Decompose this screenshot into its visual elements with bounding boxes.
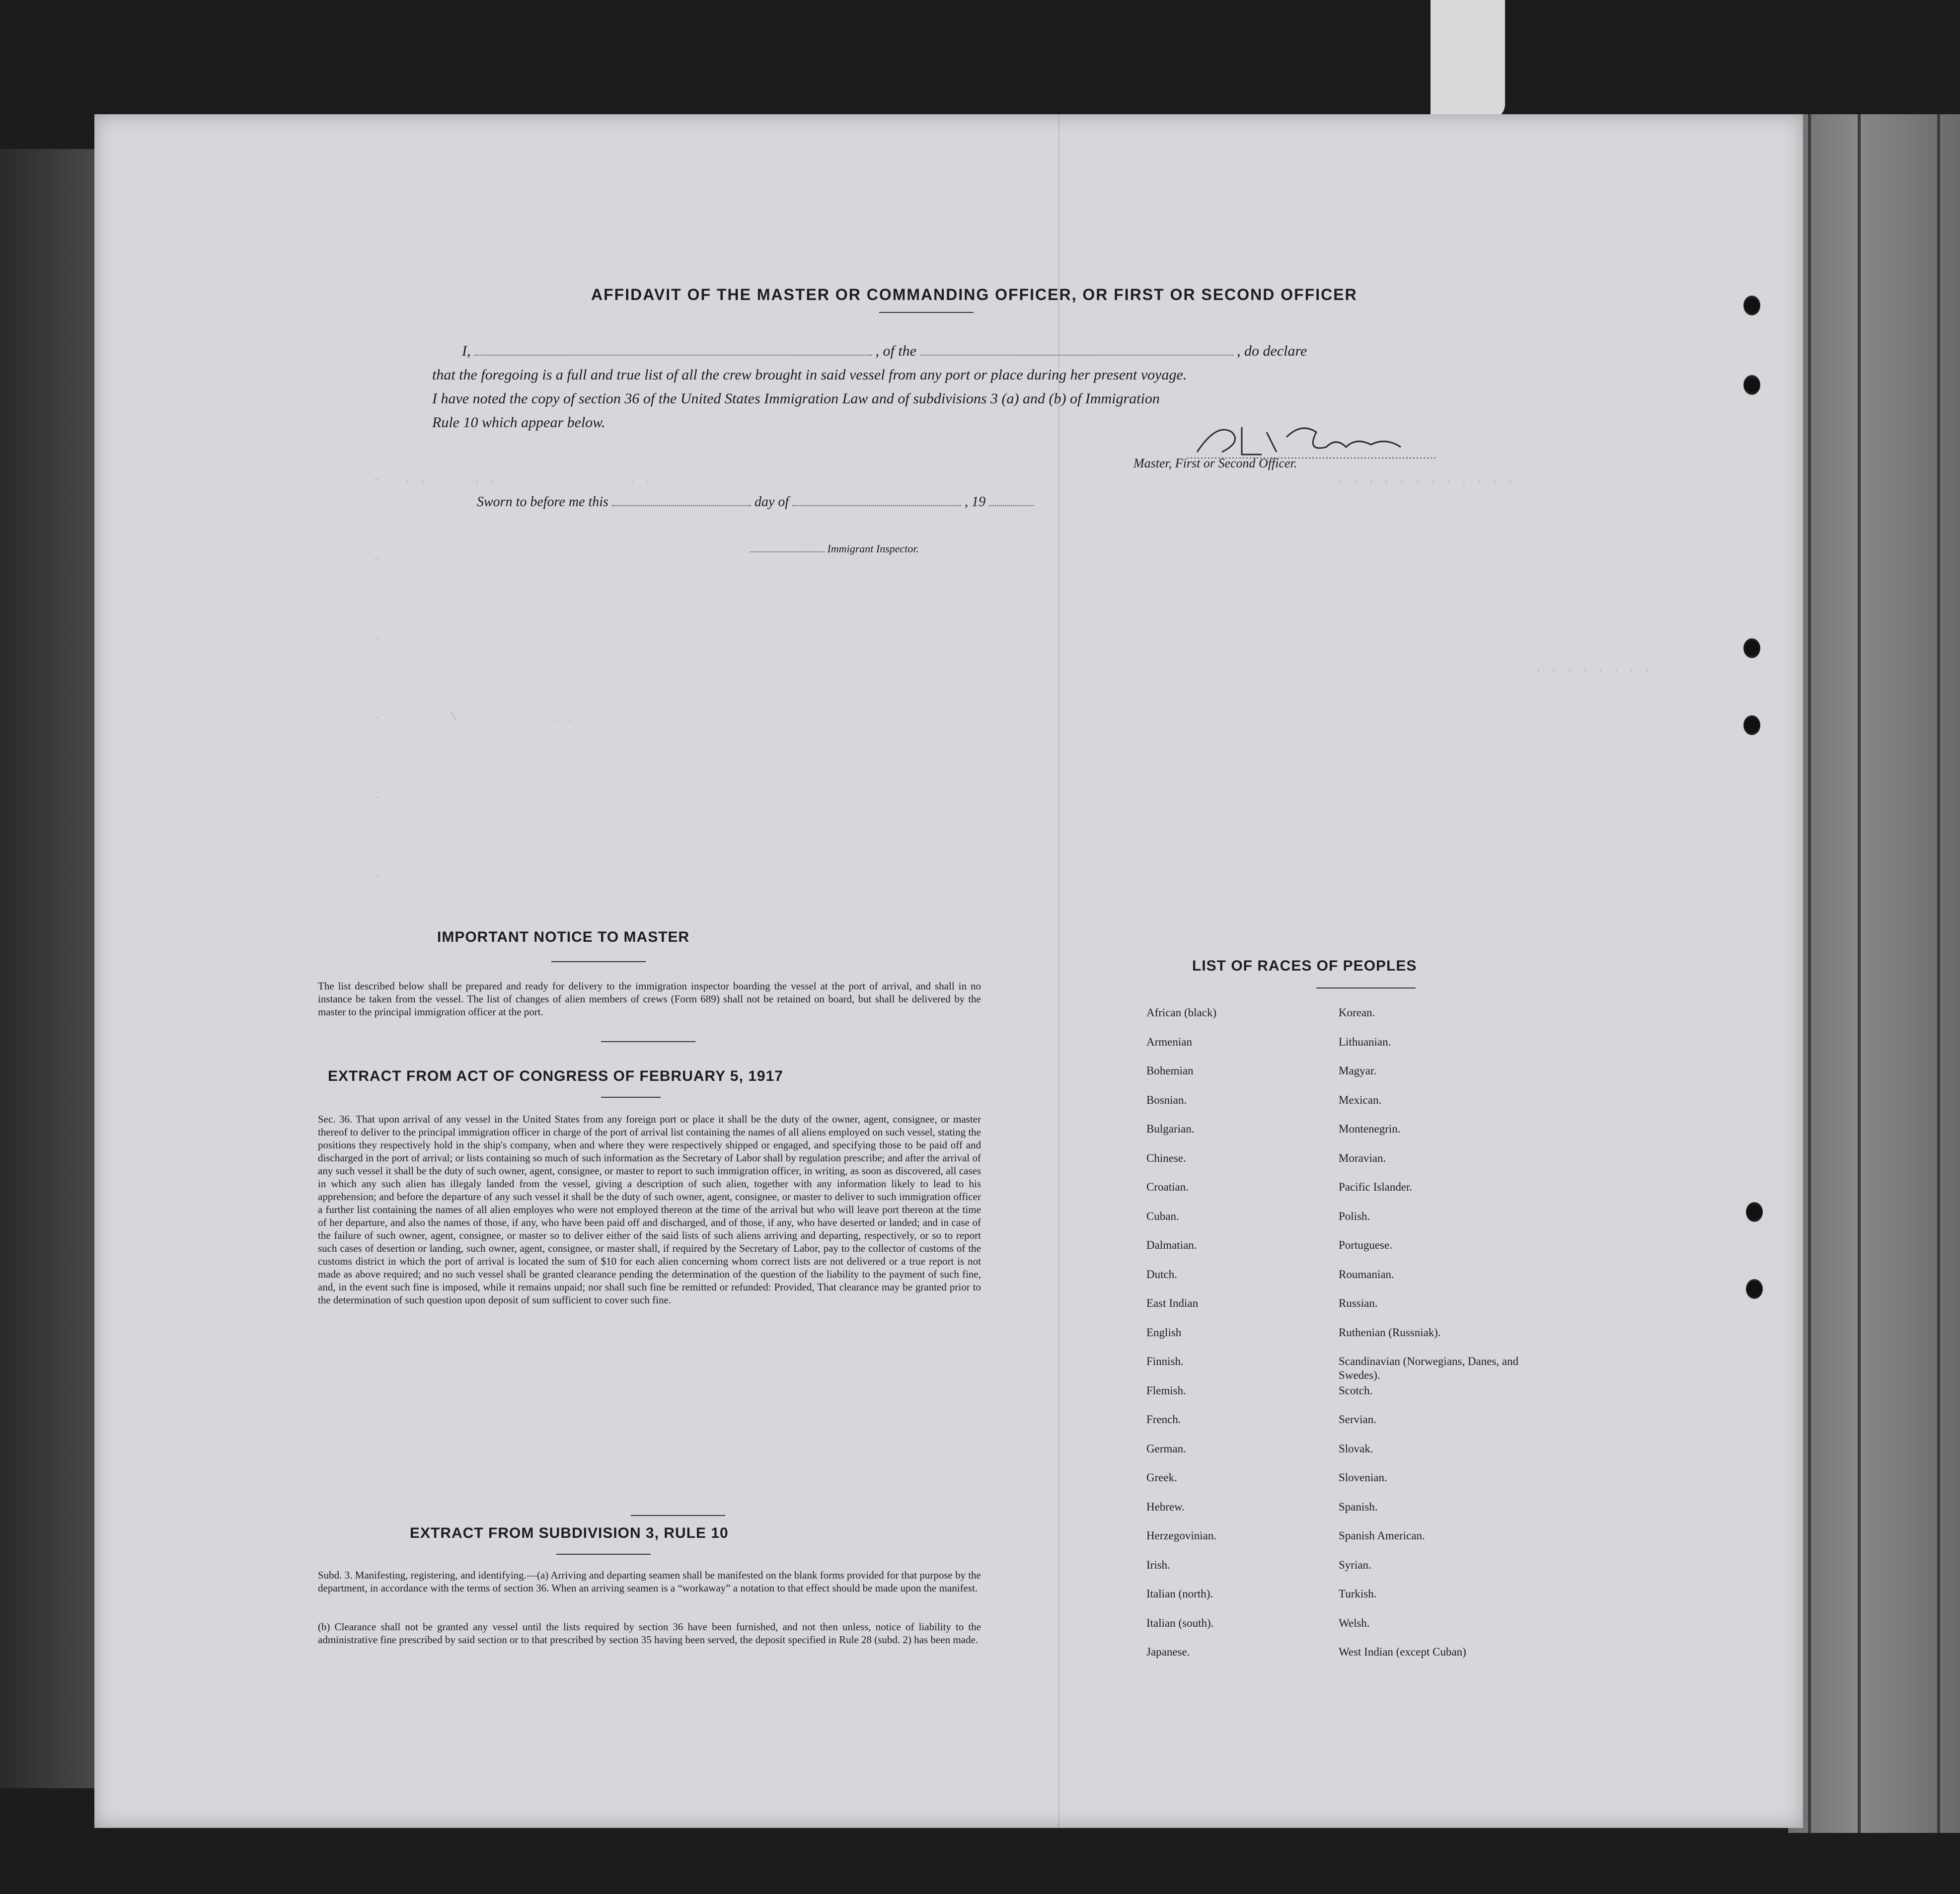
notice-rule — [551, 961, 646, 962]
year-label: , 19 — [965, 494, 986, 510]
race-item: Moravian. — [1339, 1151, 1386, 1164]
race-item: Bohemian — [1146, 1064, 1194, 1077]
race-item: Roumanian. — [1339, 1268, 1394, 1281]
rule-extract-title: EXTRACT FROM SUBDIVISION 3, RULE 10 — [410, 1525, 729, 1541]
race-item: Lithuanian. — [1339, 1035, 1391, 1048]
rule-extract-text-a: Subd. 3. Manifesting, registering, and identifying.—(a) Arriving and departing seamen shall be manifested on the blank forms provided for that purpose by the department, in accordance with the terms of section 36. When an arriving seamen is a “workaway” a notation to that effect should be made upon the manifest. — [318, 1569, 981, 1594]
race-item: Hebrew. — [1146, 1500, 1185, 1513]
race-item: Ruthenian (Russniak). — [1339, 1326, 1441, 1339]
race-item: Polish. — [1339, 1210, 1370, 1222]
races-column-2 — [1339, 1006, 1557, 1674]
race-item: Montenegrin. — [1339, 1123, 1401, 1135]
race-item: Chinese. — [1146, 1151, 1186, 1164]
day-of-label: day of — [754, 494, 789, 510]
race-item: Finnish. — [1146, 1355, 1184, 1367]
underlying-page-right — [1788, 114, 1960, 1833]
i-label: I, — [462, 343, 471, 359]
race-item: Turkish. — [1339, 1588, 1377, 1600]
race-item: Dalmatian. — [1146, 1239, 1197, 1251]
race-item: Welsh. — [1339, 1616, 1370, 1629]
manifest-sheet: - . . . . . . - - - \ . . - - . . . . . . . . . . . . . . . . . . . . AFFIDAVIT OF THE MASTER OR COMMANDING OFFICER, OR FIRST OR SECOND OFFICER I, , of the , do declare that the foregoing is a full and true list of all the crew brought in said vessel from any port or place during her present voyage. I have noted the copy of section 36 of the United States Immigration Law and of subdivisions 3 (a) and (b) of Immigration Rule 10 which appear below. Master, First or Second Officer. Sworn to before me this day of , 19 Immigrant Inspector. IMPORTANT NOTICE TO MASTER The list described below shall be prepared and ready for delivery to the immigration inspector boarding the vessel at the port of arrival, and shall in no instance be taken from the vessel. The list of changes of alien members of crews (Form 689) shall not be retained on board, but shall be delivered by the master to the principal immigration officer at the port. EXTRACT FROM ACT OF CONGRESS OF FEBRUARY 5, 1917 Sec. 36. That upon arrival of any vessel in the United States from any foreign port or place it shall be the duty of the owner, agent, consignee, or master thereof to deliver to the principal immigration officer in charge of the port of arrival list containing the names of all aliens employed on such vessel, stating the positions they respectively hold in the ship's company, when and where they were respectively shipped or engaged, and specifying those to be paid off and discharged in the port of arrival; or lists containing so much of such information as the Secretary of Labor shall by regulation prescribe; and after the arrival of any such vessel it shall be the duty of such owner, agent, consignee, or master to report to such immigration officer, in writing, as soon as discovered, all cases in which any such alien has illegaly landed from the vessel, giving a description of such alien, together with any information likely to lead to his apprehension; and before the departure of any such vessel it shall be the duty of such owner, agent, consignee, or master to deliver to such immigration officer a further list containing the names of all alien employes who were not employed thereon at the time of the arrival but who will leave port thereon at the time of her departure, and also the names of those, if any, who have been paid off and discharged, and of those, if any, who have deserted or landed; and in case of the failure of such owner, agent, consignee, or master so to deliver either of the said lists of such aliens arriving and departing, respectively, or so to report such cases of desertion or landing, such owner, agent, consignee, or master shall, if required by the Secretary of Labor, pay to the collector of customs of the customs district in which the port of arrival is located the sum of $10 for each alien concerning whom correct lists are not delivered or a true report is not made as above required; and no such vessel shall be granted clearance pending the determination of the question of the liability to the payment of such fine, and, in the event such fine is imposed, while it remains unpaid; nor shall such fine be remitted or refunded: Provided, That clearance may be granted prior to the determination of such question upon deposit of sum sufficient to cover such fine. EXTRACT FROM SUBDIVISION 3, RULE 10 Subd. 3. Manifesting, registering, and identifying.—(a) Arriving and departing seamen shall be manifested on the blank forms provided for that purpose by the department, in accordance with the terms of section 36. When an arriving seamen is a “workaway” a notation to that effect should be made upon the manifest. (b) Clearance shall not be granted any vessel until the lists required by section 36 have been furnished, and not then unless, notice of liability to the administrative fine prescribed by said section or to that prescribed by section 35 having been served, the deposit specified in Rule 28 (subd. 2) has been made. LIST OF RACES OF PEOPLES African (black) Armenian Bohemian Bosnian. Bulgarian. Chinese. Croatian. Cuban. Dalmatian. Dutch. East Indian English Finnish. Flemish. French. German. Greek. Hebrew. Herzegovinian. Irish. Italian (north). Italian (south). Japanese. Korean. Lithuanian. Magyar. Mexican. Montenegrin. Moravian. Pacific Islander. Polish. Portuguese. Roumanian. Russian. Ruthenian (Russniak). Scandinavian (Norwegians, Danes, and Swedes). Scotch. Servian. Slovak. Slovenian. Spanish. Spanish American. Syrian. Turkish. Welsh. West Indian (except Cuban) — [94, 114, 1803, 1828]
race-item: Magyar. — [1339, 1064, 1377, 1077]
sworn-month-field[interactable] — [792, 505, 961, 506]
race-item: Russian. — [1339, 1297, 1378, 1309]
signature-label: Master, First or Second Officer. — [1133, 456, 1297, 470]
vessel-field[interactable] — [920, 355, 1233, 356]
notice-rule-bottom — [601, 1041, 695, 1042]
act-extract-text: Sec. 36. That upon arrival of any vessel in the United States from any foreign port or place it shall be the duty of the owner, agent, consignee, or master thereof to deliver to the principal immigration officer in charge of the port of arrival list containing the names of all aliens employed on such vessel, stating the positions they respectively hold in the ship's company, when and where they were respectively shipped or engaged, and specifying those to be paid off and discharged in the port of arrival; or lists containing so much of such information as the Secretary of Labor shall by regulation prescribe; and after the arrival of any such vessel it shall be the duty of such owner, agent, consignee, or master to report to such immigration officer, in writing, as soon as discovered, all cases in which any such alien has illegaly landed from the vessel, giving a description of such alien, together with any information likely to lead to his apprehension; and before the departure of any such vessel it shall be the duty of such owner, agent, consignee, or master to deliver to such immigration officer a further list containing the names of all alien employes who were not employed thereon at the time of the arrival but who will leave port thereon at the time of her departure, and also the names of those, if any, who have been paid off and discharged, and of those, if any, who have deserted or landed; and in case of the failure of such owner, agent, consignee, or master so to deliver either of the said lists of such aliens arriving and departing, respectively, or so to report such cases of desertion or landing, such owner, agent, consignee, or master shall, if required by the Secretary of Labor, pay to the collector of customs of the customs district in which the port of arrival is located the sum of $10 for each alien concerning whom correct lists are not delivered or a true report is not made as above required; and no such vessel shall be granted clearance pending the determination of the question of the liability to the payment of such fine, and, in the event such fine is imposed, while it remains unpaid; nor shall such fine be remitted or refunded: Provided, That clearance may be granted prior to the determination of such question upon deposit of sum sufficient to cover such fine. — [318, 1113, 981, 1306]
race-item: English — [1146, 1326, 1182, 1339]
affidavit-line-4: Rule 10 which appear below. — [432, 414, 605, 431]
race-item: German. — [1146, 1442, 1186, 1455]
race-item: French. — [1146, 1413, 1181, 1426]
race-item: Servian. — [1339, 1413, 1377, 1426]
races-title: LIST OF RACES OF PEOPLES — [1192, 958, 1417, 974]
paper-tab — [1431, 0, 1505, 119]
name-field[interactable] — [474, 355, 872, 356]
binding-hole — [1746, 1202, 1763, 1222]
notice-title: IMPORTANT NOTICE TO MASTER — [437, 929, 690, 945]
race-item: Korean. — [1339, 1006, 1375, 1019]
affidavit-title: AFFIDAVIT OF THE MASTER OR COMMANDING OFFICER, OR FIRST OR SECOND OFFICER — [591, 286, 1357, 303]
affidavit-line-1 — [462, 343, 1307, 360]
binding-hole — [1743, 296, 1760, 315]
race-item: Spanish. — [1339, 1500, 1378, 1513]
race-item: West Indian (except Cuban) — [1339, 1646, 1466, 1658]
rule-extract-text-b: (b) Clearance shall not be granted any vessel until the lists required by section 36 have been furnished, and not then unless, notice of liability to the administrative fine prescribed by said section or to that prescribed by section 35 having been served, the deposit specified in Rule 28 (subd. 2) has been made. — [318, 1621, 981, 1646]
race-item: Croatian. — [1146, 1181, 1189, 1193]
race-item: Bulgarian. — [1146, 1123, 1195, 1135]
binding-hole — [1743, 638, 1760, 658]
inspector-label: Immigrant Inspector. — [827, 542, 919, 555]
act-extract-rule — [601, 1097, 661, 1098]
sworn-day-field[interactable] — [612, 505, 751, 506]
race-item: Flemish. — [1146, 1384, 1186, 1397]
race-item: Armenian — [1146, 1035, 1192, 1048]
race-item: Cuban. — [1146, 1210, 1179, 1222]
races-rule — [1316, 987, 1416, 988]
race-item: Slovak. — [1339, 1442, 1373, 1455]
race-item: Portuguese. — [1339, 1239, 1392, 1251]
inspector-line — [750, 542, 919, 555]
race-item: Dutch. — [1146, 1268, 1177, 1281]
race-item: Italian (north). — [1146, 1588, 1213, 1600]
sworn-year-field[interactable] — [989, 505, 1034, 506]
race-item: Scotch. — [1339, 1384, 1373, 1397]
race-item: Syrian. — [1339, 1558, 1371, 1571]
race-item: East Indian — [1146, 1297, 1199, 1309]
title-rule — [879, 312, 974, 313]
race-item: Irish. — [1146, 1558, 1170, 1571]
race-item: Japanese. — [1146, 1646, 1190, 1658]
affidavit-line-2: that the foregoing is a full and true list of all the crew brought in said vessel from any port or place during her present voyage. — [432, 367, 1187, 383]
inspector-signature-field[interactable] — [750, 551, 825, 552]
affidavit-line-3: I have noted the copy of section 36 of the United States Immigration Law and of subdivisions 3 (a) and (b) of Immigration — [432, 390, 1160, 407]
race-item: Greek. — [1146, 1471, 1177, 1484]
binding-hole — [1743, 715, 1760, 735]
sworn-line — [477, 494, 1034, 510]
race-item: Herzegovinian. — [1146, 1529, 1217, 1542]
race-item: Italian (south). — [1146, 1616, 1214, 1629]
race-item: Slovenian. — [1339, 1471, 1387, 1484]
race-item: Scandinavian (Norwegians, Danes, and Swedes). — [1339, 1355, 1519, 1381]
rule-extract-rule — [556, 1554, 651, 1555]
race-item: African (black) — [1146, 1006, 1217, 1019]
act-extract-rule-bottom — [631, 1515, 725, 1516]
binding-hole — [1746, 1279, 1763, 1299]
race-item: Mexican. — [1339, 1093, 1382, 1106]
underlying-page-left — [0, 149, 99, 1788]
declare-label: , do declare — [1237, 343, 1307, 359]
binding-hole — [1743, 375, 1760, 395]
sworn-label: Sworn to before me this — [477, 494, 608, 510]
race-item: Pacific Islander. — [1339, 1181, 1413, 1193]
of-the-label: , of the — [875, 343, 916, 359]
race-item: Spanish American. — [1339, 1529, 1425, 1542]
race-item: Bosnian. — [1146, 1093, 1187, 1106]
notice-text: The list described below shall be prepared and ready for delivery to the immigration inspector boarding the vessel at the port of arrival, and shall in no instance be taken from the vessel. The list of changes of alien members of crews (Form 689) shall not be retained on board, but shall be delivered by the master to the principal immigration officer at the port. — [318, 980, 981, 1018]
races-column-1 — [1146, 1006, 1335, 1674]
act-extract-title: EXTRACT FROM ACT OF CONGRESS OF FEBRUARY 5, 1917 — [328, 1068, 783, 1084]
